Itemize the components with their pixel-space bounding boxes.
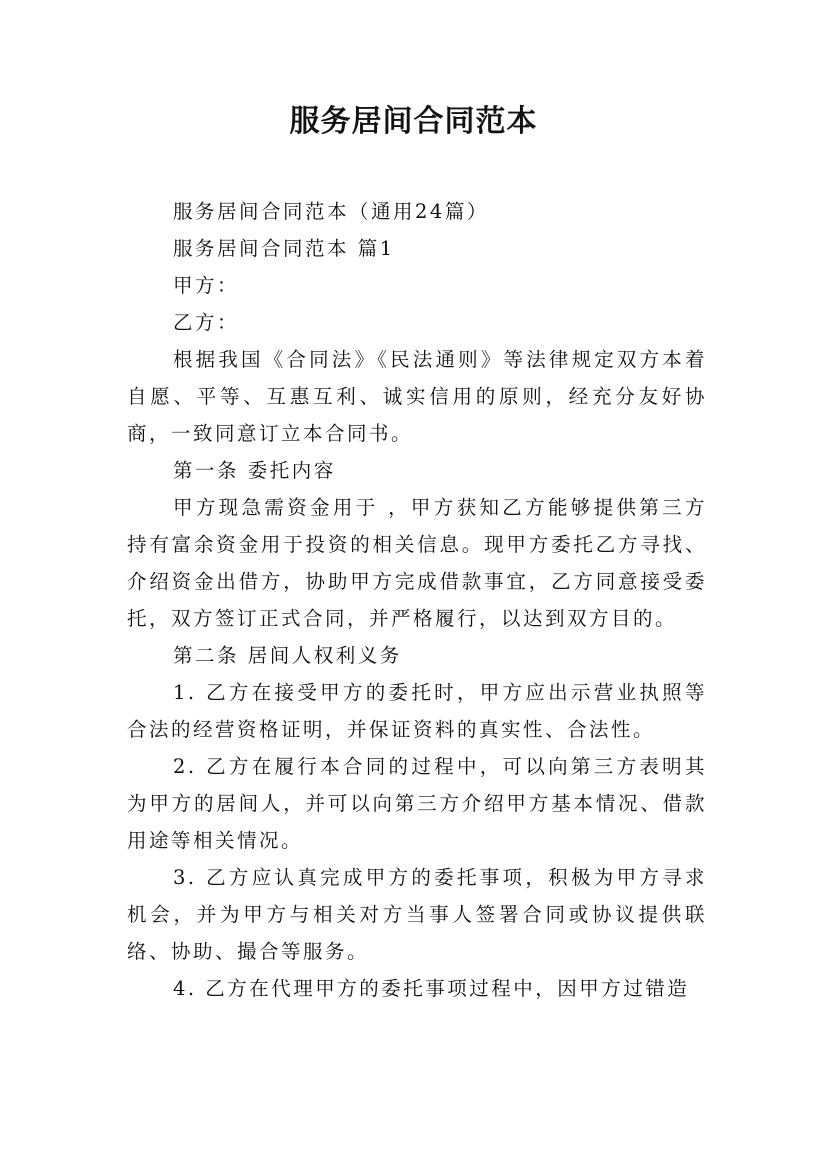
paragraph-article-2-heading: 第二条 居间人权利义务 [173, 644, 402, 667]
document-title: 服务居间合同范本 [289, 104, 538, 139]
paragraph-party-a: 甲方： [173, 274, 240, 297]
paragraph-clause-2: 2. 乙方在履行本合同的过程中，可以向第三方表明其为甲方的居间人，并可以向第三方介绍甲方基本情况、借款用途等相关情况。 [127, 755, 707, 852]
paragraph-party-b: 乙方： [173, 311, 240, 334]
paragraph-clause-4: 4. 乙方在代理甲方的委托事项过程中，因甲方过错造 [173, 977, 690, 1000]
document-body [127, 193, 707, 1007]
paragraph-article-1-heading: 第一条 委托内容 [173, 459, 336, 482]
paragraph-subtitle: 服务居间合同范本（通用24篇） [173, 200, 489, 223]
paragraph-clause-3: 3. 乙方应认真完成甲方的委托事项，积极为甲方寻求机会，并为甲方与相关对方当事人签署合同或协议提供联络、协助、撮合等服务。 [127, 866, 707, 963]
paragraph-preamble: 根据我国《合同法》《民法通则》等法律规定双方本着自愿、平等、互惠互利、诚实信用的原则，经充分友好协商，一致同意订立本合同书。 [127, 348, 707, 445]
paragraph-section-heading: 服务居间合同范本 篇1 [173, 237, 395, 260]
paragraph-article-1-body: 甲方现急需资金用于 ，甲方获知乙方能够提供第三方持有富余资金用于投资的相关信息。现甲方委托乙方寻找、介绍资金出借方，协助甲方完成借款事宜，乙方同意接受委托，双方签订正式合同，并严格履行，以达到双方目的。 [127, 496, 707, 630]
paragraph-clause-1: 1. 乙方在接受甲方的委托时，甲方应出示营业执照等合法的经营资格证明，并保证资料的真实性、合法性。 [127, 681, 707, 741]
